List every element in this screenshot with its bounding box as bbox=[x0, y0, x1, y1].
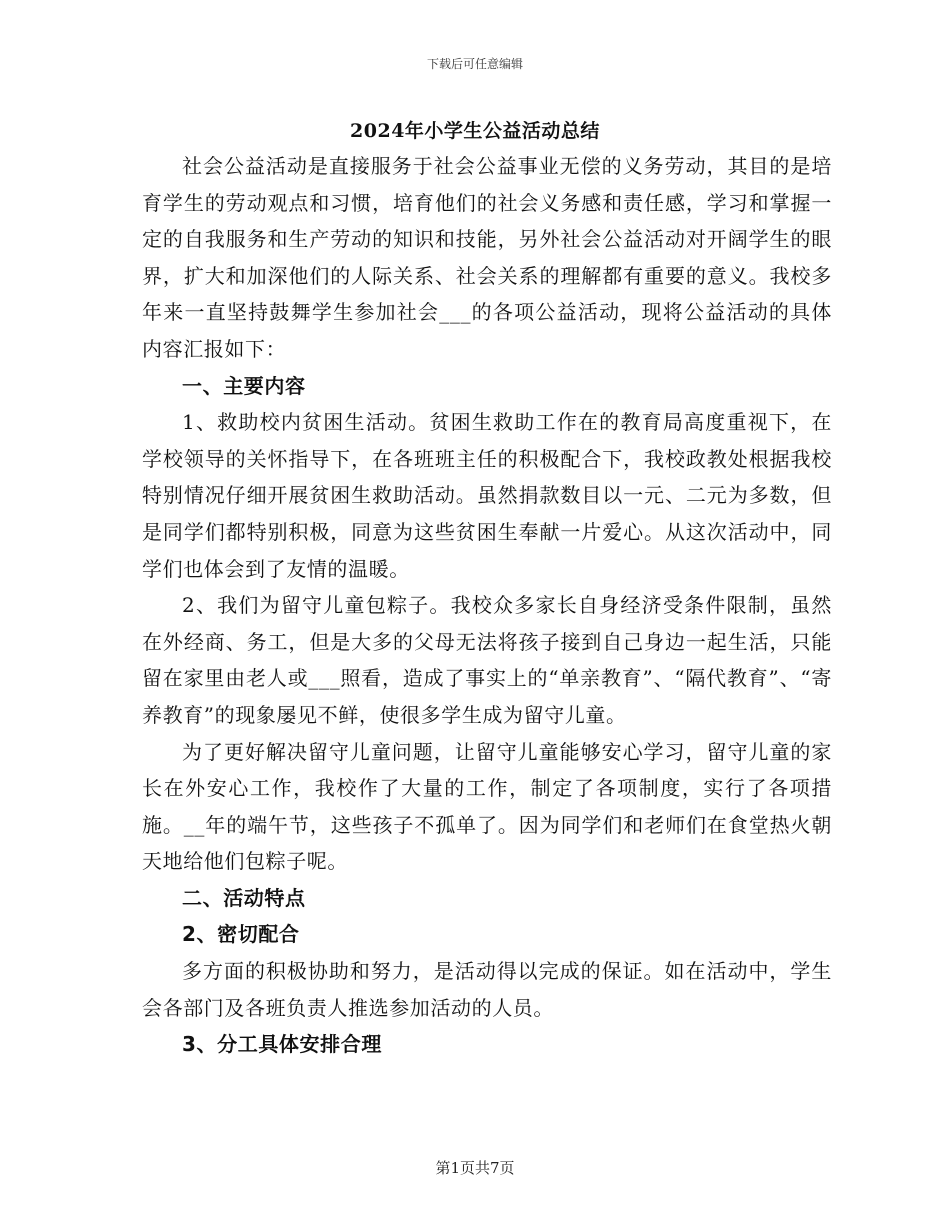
header-note: 下载后可任意编辑 bbox=[426, 57, 523, 71]
page-number: 第1页共7页 bbox=[435, 1159, 515, 1177]
paragraph-cooperation: 多方面的积极协助和努力，是活动得以完成的保证。如在活动中，学生会各部门及各班负责人推选参加活动的人员。 bbox=[142, 959, 832, 1020]
document-title: 2024年小学生公益活动总结 bbox=[350, 120, 600, 142]
section-heading-activity-features: 二、活动特点 bbox=[182, 885, 306, 910]
section-heading-main-content: 一、主要内容 bbox=[182, 373, 306, 398]
subheading-division-of-labor: 3、分工具体安排合理 bbox=[182, 1032, 382, 1057]
document-body bbox=[142, 148, 832, 1063]
paragraph-dragon-boat-festival: 为了更好解决留守儿童问题，让留守儿童能够安心学习，留守儿童的家长在外安心工作，我校作了大量的工作，制定了各项制度，实行了各项措施。__年的端午节，这些孩子不孤单了。因为同学们和老师们在食堂热火朝天地给他们包粽子呢。 bbox=[142, 739, 832, 874]
subheading-close-cooperation: 2、密切配合 bbox=[182, 922, 300, 947]
paragraph-left-behind-children: 2、我们为留守儿童包粽子。我校众多家长自身经济受条件限制，虽然在外经商、务工，但是大多的父母无法将孩子接到自己身边一起生活，只能留在家里由老人或___照看，造成了事实上的“单亲教育”、“隔代教育”、“寄养教育”的现象屡见不鲜，使很多学生成为留守儿童。 bbox=[142, 593, 832, 727]
paragraph-poverty-aid: 1、救助校内贫困生活动。贫困生救助工作在的教育局高度重视下，在学校领导的关怀指导下，在各班班主任的积极配合下，我校政教处根据我校特别情况仔细开展贫困生救助活动。虽然捐款数目以一元、二元为多数，但是同学们都特别积极，同意为这些贫困生奉献一片爱心。从这次活动中，同学们也体会到了友情的温暖。 bbox=[142, 410, 832, 581]
intro-paragraph: 社会公益活动是直接服务于社会公益事业无偿的义务劳动，其目的是培育学生的劳动观点和习惯，培育他们的社会义务感和责任感，学习和掌握一定的自我服务和生产劳动的知识和技能，另外社会公益活动对开阔学生的眼界，扩大和加深他们的人际关系、社会关系的理解都有重要的意义。我校多年来一直坚持鼓舞学生参加社会___的各项公益活动，现将公益活动的具体内容汇报如下： bbox=[142, 154, 832, 361]
